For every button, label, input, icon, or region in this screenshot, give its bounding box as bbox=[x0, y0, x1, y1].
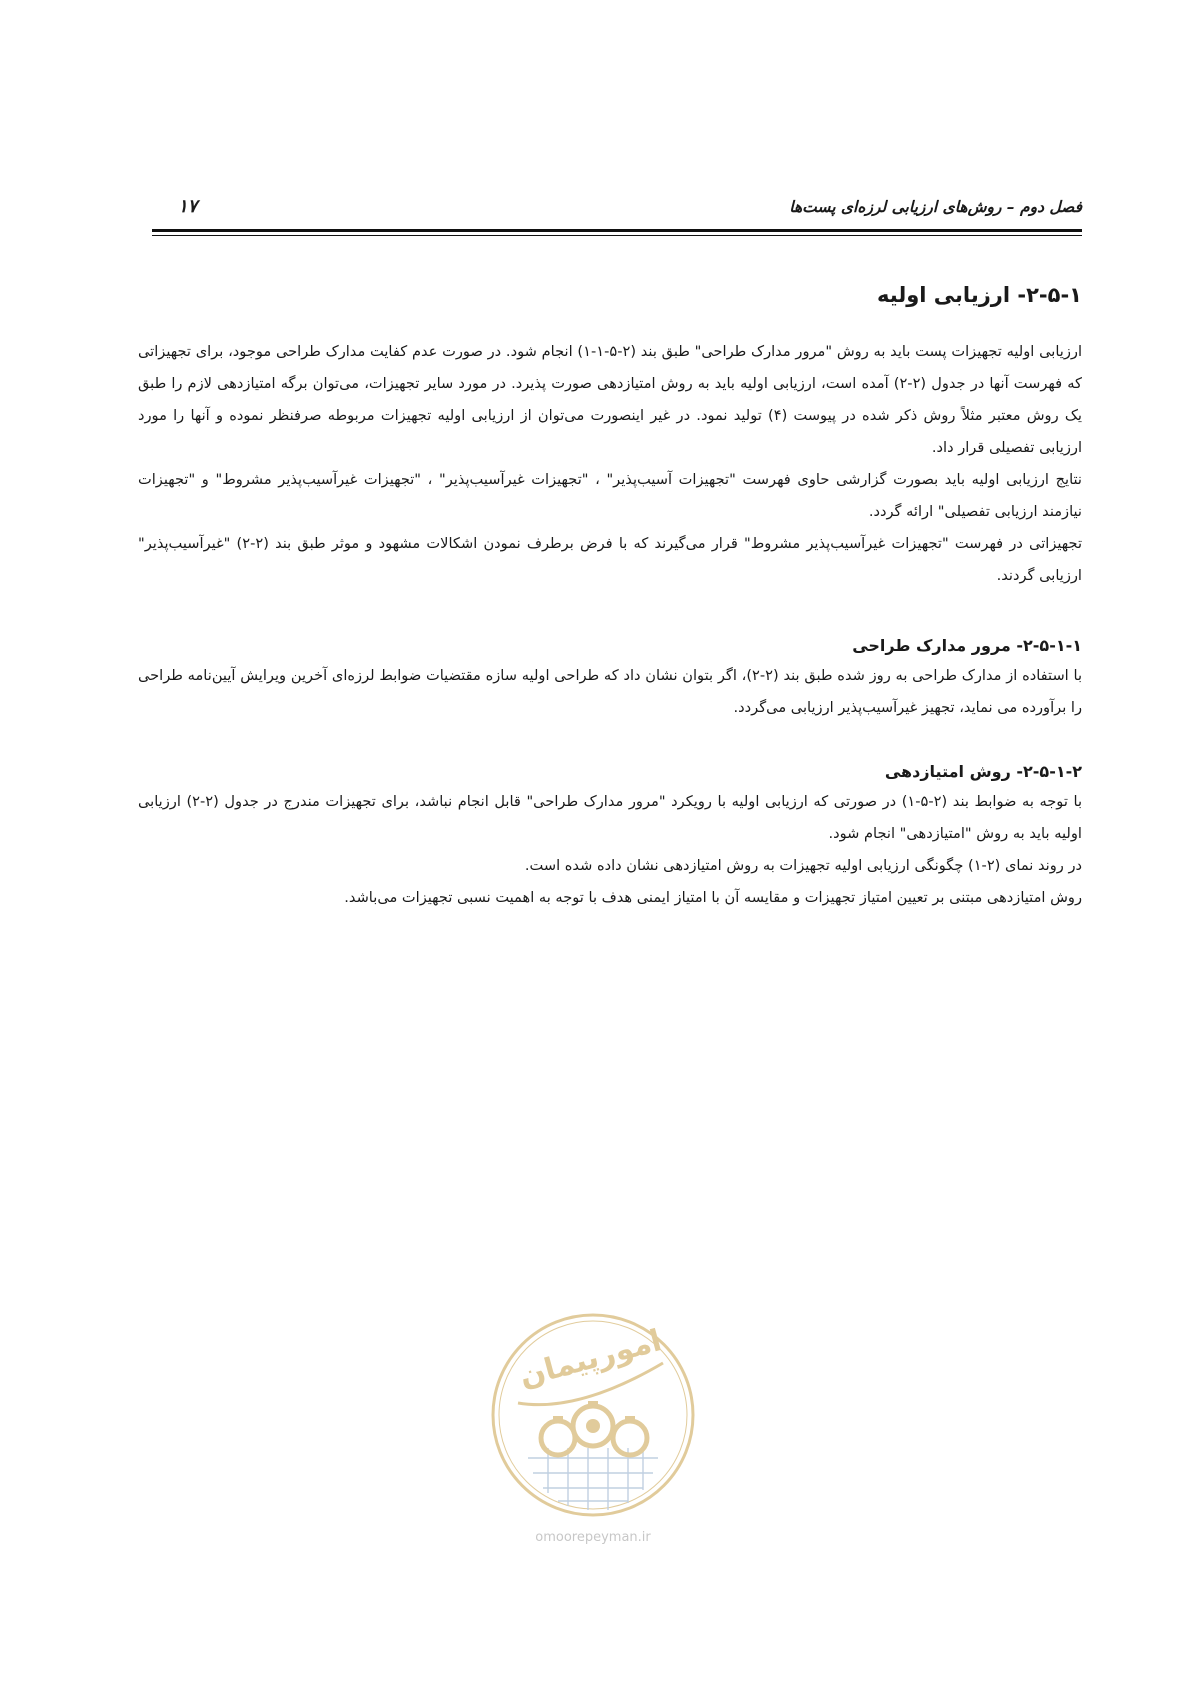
watermark-logo-text: امورپیمان bbox=[515, 1323, 666, 1395]
header-rule-thick bbox=[152, 229, 1082, 232]
section-paragraph-1: ارزیابی اولیه تجهیزات پست باید به روش "مرور مدارک طراحی" طبق بند (۲-۵-۱-۱) انجام شود. در صورت عدم کفایت مدارک طراحی موجود، برای تجهیزاتی که فهرست آنها در جدول (۲-۲) آمده است، ارزیابی اولیه باید به روش امتیازدهی صورت پذیرد. در مورد سایر تجهیزات، می‌توان برگه امتیازدهی لازم را طبق یک روش معتبر مثلاً روش ذکر شده در پیوست (۴) تولید نمود. در غیر اینصورت می‌توان از ارزیابی اولیه تجهیزات مربوطه صرفنظر نموده و آنها را مورد ارزیابی تفصیلی قرار داد. bbox=[138, 343, 1082, 456]
running-header bbox=[152, 196, 1082, 222]
subsection-2-paragraph-3: روش امتیازدهی مبتنی بر تعیین امتیاز تجهیزات و مقایسه آن با امتیاز ایمنی هدف با توجه به اهمیت نسبی تجهیزات می‌باشد. bbox=[344, 889, 1082, 906]
header-rule-thin bbox=[152, 235, 1082, 236]
subsection-1-paragraph-1: با استفاده از مدارک طراحی به روز شده طبق بند (۲-۲)، اگر بتوان نشان داد که طراحی اولیه سازه مقتضیات ضوابط لرزه‌ای آخرین ویرایش آیین‌نامه طراحی را برآورده می نماید، تجهیز غیرآسیب‌پذیر ارزیابی می‌گردد. bbox=[138, 667, 1083, 716]
page-content bbox=[138, 278, 1082, 914]
watermark-logo bbox=[488, 1308, 698, 1523]
subsection-heading-scoring-method: ۲-۵-۱-۲- روش امتیازدهی bbox=[884, 762, 1082, 781]
page-number: ۱۷ bbox=[178, 196, 198, 217]
section-paragraph-3: تجهیزاتی در فهرست "تجهیزات غیرآسیب‌پذیر مشروط" قرار می‌گیرند که با فرض برطرف نمودن اشکالات مشهود و موثر طبق بند (۲-۲) "غیرآسیب‌پذیر" ارزیابی گردند. bbox=[138, 535, 1083, 584]
section-paragraph-2: نتایج ارزیابی اولیه باید بصورت گزارشی حاوی فهرست "تجهیزات آسیب‌پذیر" ، "تجهیزات غیرآسیب‌پذیر" ، "تجهیزات غیرآسیب‌پذیر مشروط" و "تجهیزات نیازمند ارزیابی تفصیلی" ارائه گردد. bbox=[138, 471, 1082, 520]
section-heading: ۲-۵-۱- ارزیابی اولیه bbox=[877, 283, 1082, 307]
chapter-title: فصل دوم – روش‌های ارزیابی لرزه‌ای پست‌ها bbox=[789, 198, 1082, 216]
subsection-2-paragraph-2: در روند نمای (۲-۱) چگونگی ارزیابی اولیه تجهیزات به روش امتیازدهی نشان داده شده است. bbox=[524, 857, 1082, 874]
subsection-2-paragraph-1: با توجه به ضوابط بند (۲-۵-۱) در صورتی که ارزیابی اولیه با رویکرد "مرور مدارک طراحی" قابل انجام نباشد، برای تجهیزات مندرج در جدول (۲-۲) ارزیابی اولیه باید به روش "امتیازدهی" انجام شود. bbox=[138, 793, 1083, 842]
watermark-url: omoorepeyman.ir bbox=[535, 1530, 651, 1545]
subsection-design-review bbox=[138, 632, 1082, 724]
subsection-heading-design-review: ۲-۵-۱-۱- مرور مدارک طراحی bbox=[852, 636, 1082, 655]
subsection-scoring-method bbox=[138, 758, 1082, 914]
watermark bbox=[488, 1308, 698, 1558]
